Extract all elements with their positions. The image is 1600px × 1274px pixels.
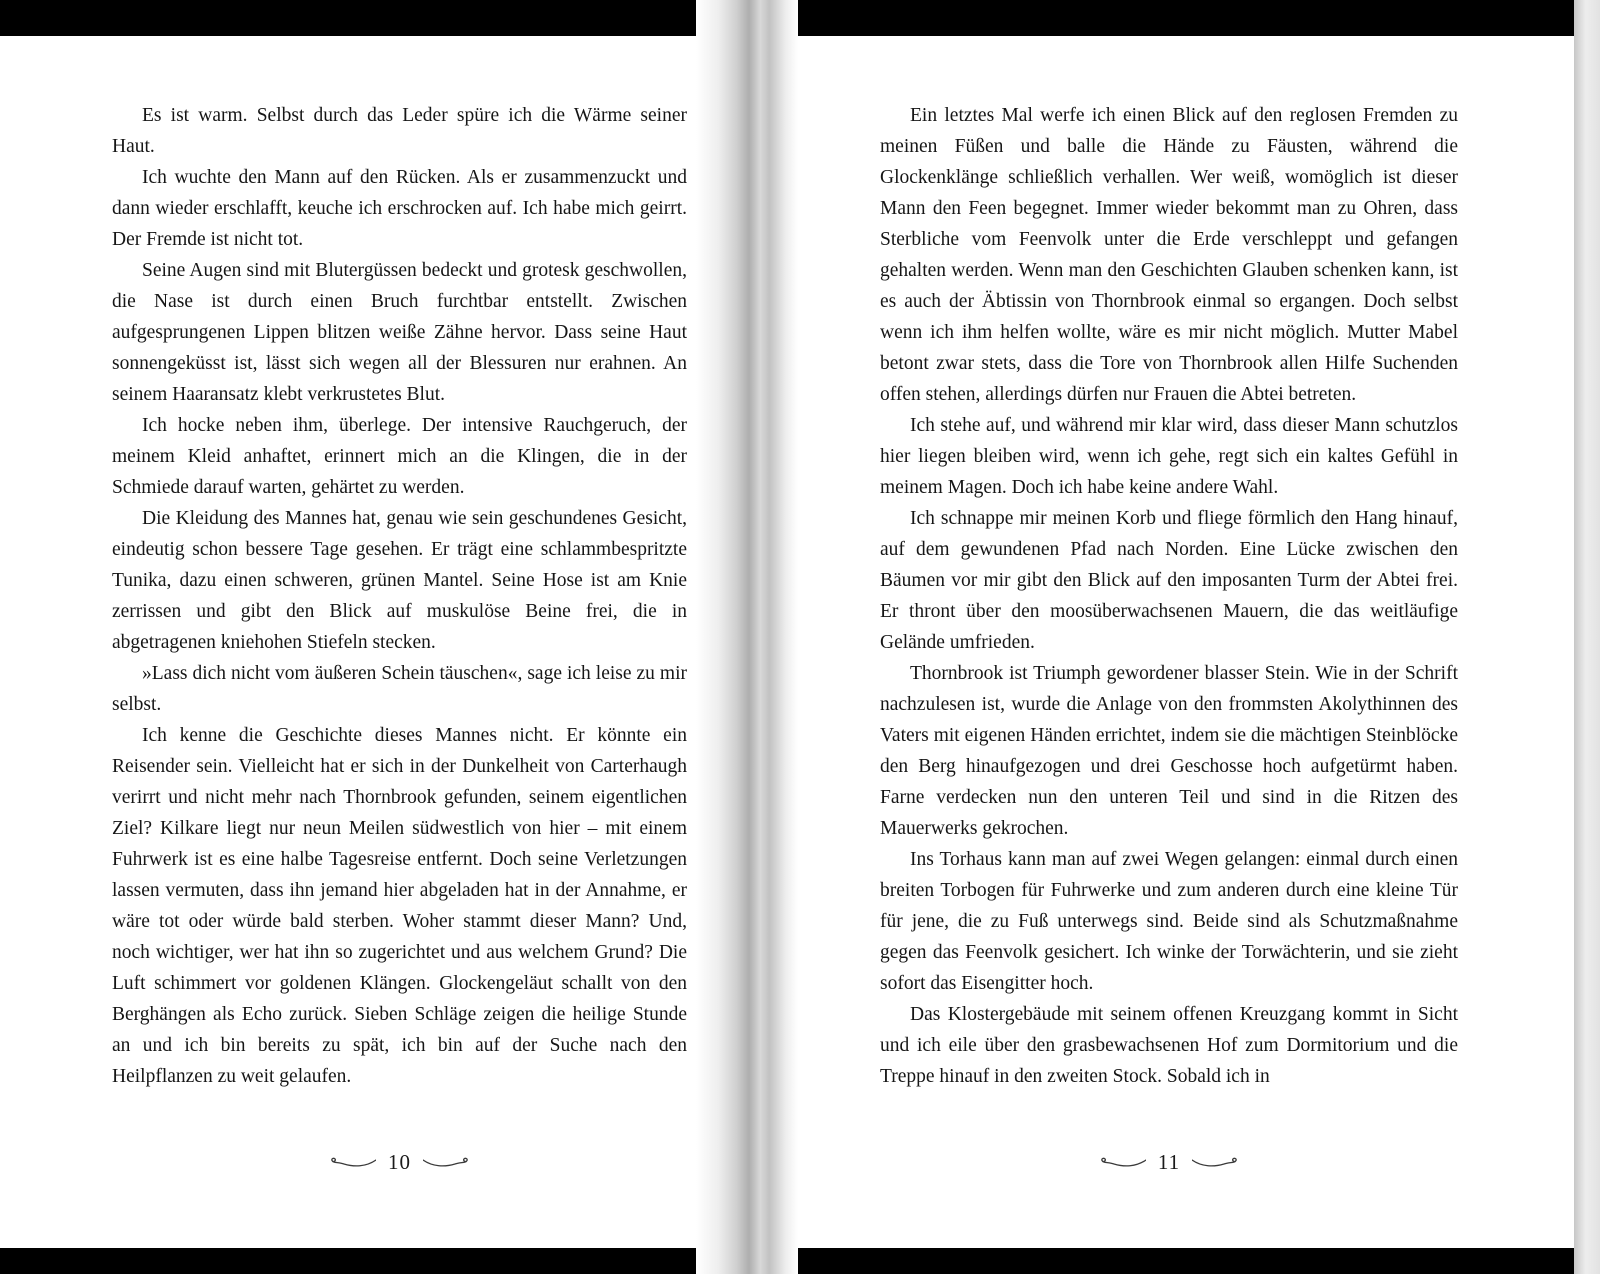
page-number: 10 (388, 1150, 411, 1174)
paragraph: Thornbrook ist Triumph gewordener blasser Stein. Wie in der Schrift nachzulesen ist, wurde die Anlage von den frommsten Akolythinnen des Vaters mit eigenen Händen errichtet, indem sie die mächtigen Steinblöcke den Berg hinaufgezogen und drei Geschosse hoch aufgetürmt haben. Farne verdecken nun den unteren Teil und sind in die Ritzen des Mauerwerks gekrochen. (880, 663, 1458, 839)
flourish-left-icon (330, 1156, 376, 1170)
top-photo-edge (0, 0, 1600, 36)
paragraph: Das Klostergebäude mit seinem offenen Kreuzgang kommt in Sicht und ich eile über den grasbewachsenen Hof zum Dormitorium und die Treppe hinauf in den zweiten Stock. Sobald ich in (880, 1004, 1458, 1087)
right-page-folio (880, 1150, 1458, 1175)
page-number: 11 (1157, 1150, 1181, 1174)
bottom-photo-edge (0, 1248, 1600, 1274)
paragraph: Ich kenne die Geschichte dieses Mannes nicht. Er könnte ein Reisender sein. Vielleicht hat er sich in der Dunkelheit von Carterhaugh verirrt und nicht mehr nach Thornbrook gefunden, seinem eigentlichen Ziel? Kilkare liegt nur neun Meilen südwestlich von hier – mit einem Fuhrwerk ist es eine halbe Tagesreise entfernt. Doch seine Verletzungen lassen vermuten, dass ihn jemand hier abgeladen hat in der Annahme, er wäre tot oder würde bald sterben. Woher stammt dieser Mann? Und, noch wichtiger, wer hat ihn so zugerichtet und aus welchem Grund? Die Luft schimmert vor goldenen Klängen. Glockengeläut schallt von den Berghängen als Echo zurück. Sieben Schläge zeigen die heilige Stunde an und ich bin bereits zu spät, ich bin auf der Suche nach den Heilpflanzen zu weit gelaufen. (112, 725, 687, 1087)
right-page-text (880, 100, 1458, 1092)
flourish-right-icon (423, 1156, 469, 1170)
flourish-left-icon (1100, 1156, 1146, 1170)
paragraph: Die Kleidung des Mannes hat, genau wie sein geschundenes Gesicht, eindeutig schon bessere Tage gesehen. Er trägt eine schlammbespritzte Tunika, dazu einen schweren, grünen Mantel. Seine Hose ist am Knie zerrissen und gibt den Blick auf muskulöse Beine frei, die in abgetragenen kniehohen Stiefeln stecken. (112, 508, 687, 653)
paragraph: Ins Torhaus kann man auf zwei Wegen gelangen: einmal durch einen breiten Torbogen für Fuhrwerke und zum anderen durch eine kleine Tür für jene, die zu Fuß unterwegs sind. Beide sind als Schutzmaßnahme gegen das Feenvolk gesichert. Ich winke der Torwächterin, und sie zieht sofort das Eisengitter hoch. (880, 849, 1458, 994)
left-page-text (112, 100, 687, 1092)
right-page-edge (1574, 0, 1600, 1274)
paragraph: Ich hocke neben ihm, überlege. Der intensive Rauchgeruch, der meinem Kleid anhaftet, erinnert mich an die Klingen, die in der Schmiede darauf warten, gehärtet zu werden. (112, 415, 687, 498)
left-page-folio (112, 1150, 687, 1175)
paragraph: Ein letztes Mal werfe ich einen Blick auf den reglosen Fremden zu meinen Füßen und balle die Hände zu Fäusten, während die Glockenklänge schließlich verhallen. Wer weiß, womöglich ist dieser Mann den Feen begegnet. Immer wieder bekommt man zu Ohren, dass Sterbliche vom Feenvolk unter die Erde verschleppt und gefangen gehalten werden. Wenn man den Geschichten Glauben schenken kann, ist es auch der Äbtissin von Thornbrook einmal so ergangen. Doch selbst wenn ich ihm helfen wollte, wäre es mir nicht möglich. Mutter Mabel betont zwar stets, dass die Tore von Thornbrook allen Hilfe Suchenden offen stehen, allerdings dürfen nur Frauen die Abtei betreten. (880, 105, 1458, 405)
paragraph: Ich stehe auf, und während mir klar wird, dass dieser Mann schutzlos hier liegen bleiben wird, wenn ich gehe, regt sich ein kaltes Gefühl in meinem Magen. Doch ich habe keine andere Wahl. (880, 415, 1458, 498)
flourish-right-icon (1192, 1156, 1238, 1170)
paragraph: Seine Augen sind mit Blutergüssen bedeckt und grotesk geschwollen, die Nase ist durch einen Bruch furchtbar entstellt. Zwischen aufgesprungenen Lippen blitzen weiße Zähne hervor. Dass seine Haut sonnengeküsst ist, lässt sich wegen all der Blessuren nur erahnen. An seinem Haaransatz klebt verkrustetes Blut. (112, 260, 687, 405)
paragraph: »Lass dich nicht vom äußeren Schein täuschen«, sage ich leise zu mir selbst. (112, 663, 687, 715)
paragraph: Ich schnappe mir meinen Korb und fliege förmlich den Hang hinauf, auf dem gewundenen Pfad nach Norden. Eine Lücke zwischen den Bäumen vor mir gibt den Blick auf den imposanten Turm der Abtei frei. Er thront über den moosüberwachsenen Mauern, die das weitläufige Gelände umfrieden. (880, 508, 1458, 653)
paragraph: Es ist warm. Selbst durch das Leder spüre ich die Wärme seiner Haut. (112, 105, 687, 157)
paragraph: Ich wuchte den Mann auf den Rücken. Als er zusammenzuckt und dann wieder erschlafft, keuche ich erschrocken auf. Ich habe mich geirrt. Der Fremde ist nicht tot. (112, 167, 687, 250)
gutter-shadow (696, 0, 798, 1274)
